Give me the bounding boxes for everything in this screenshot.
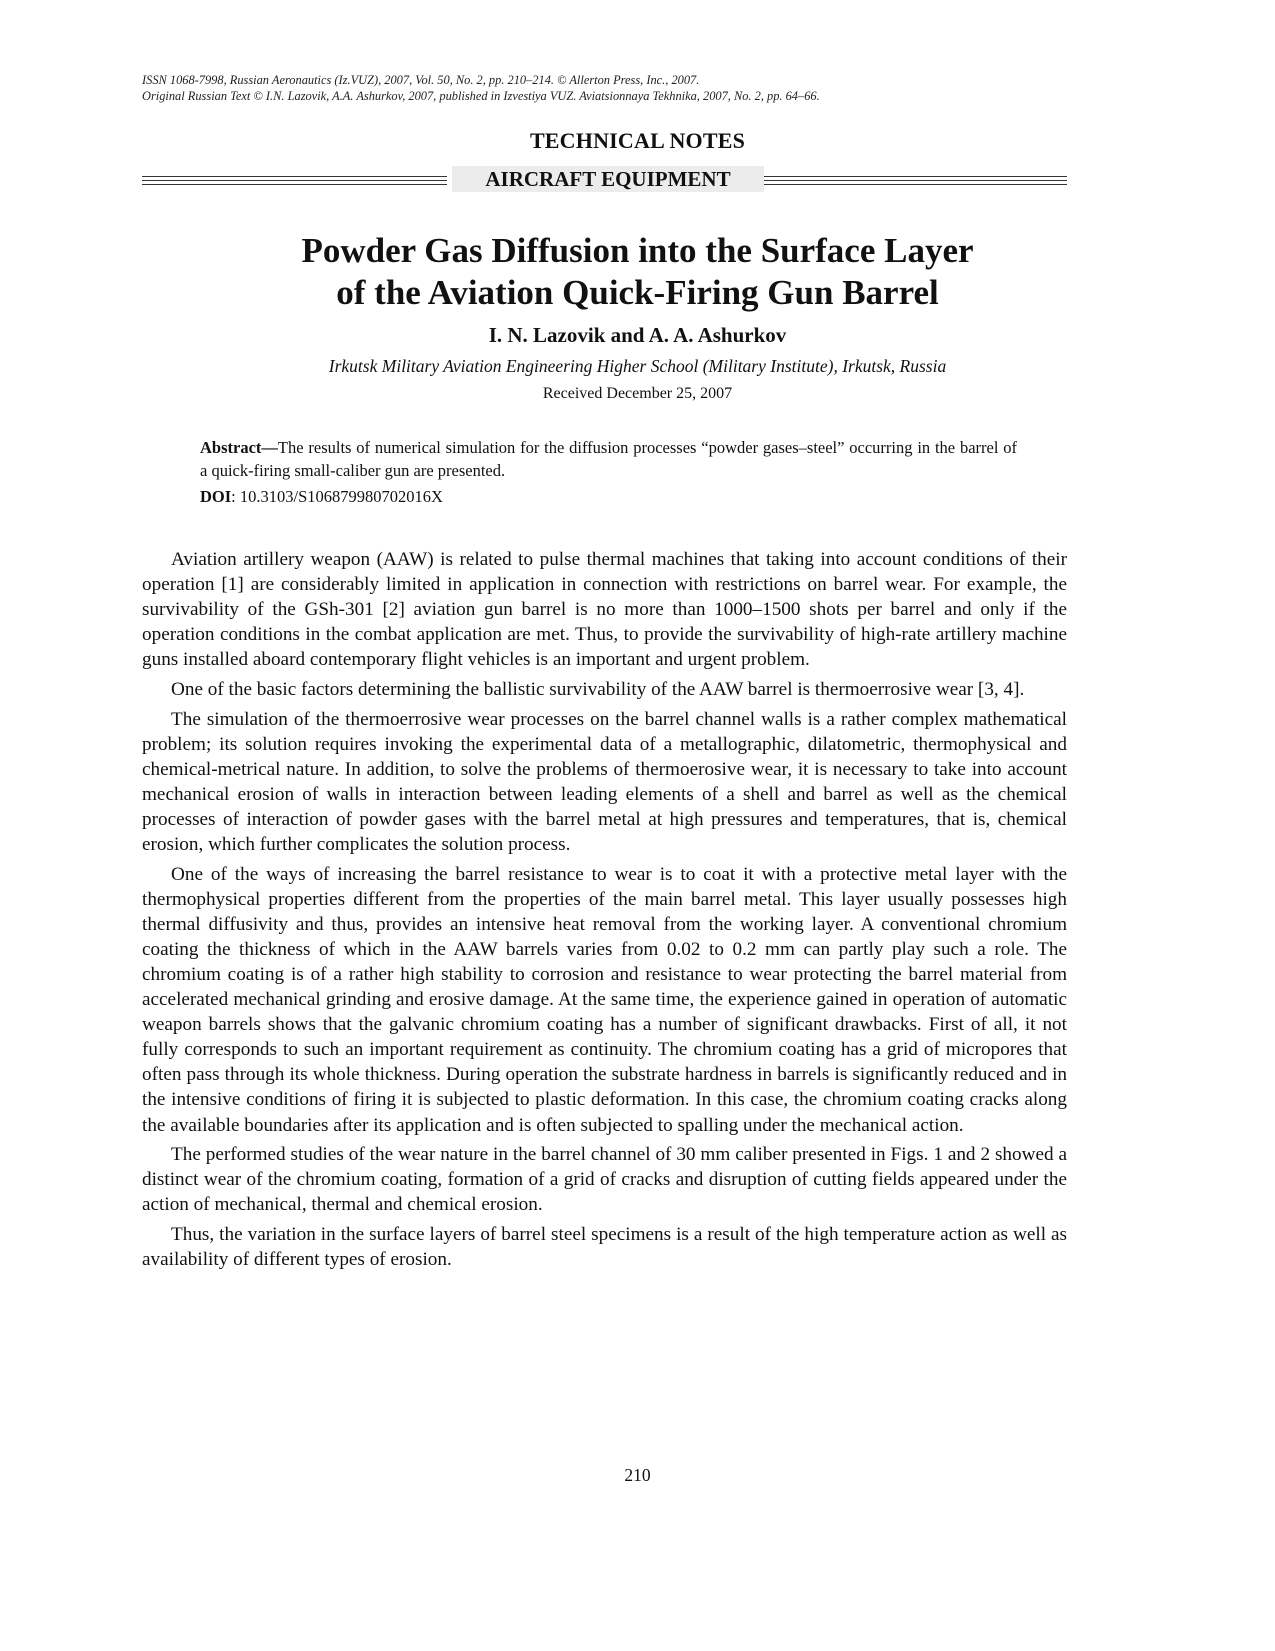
rule-right <box>764 176 1067 184</box>
paragraph: Thus, the variation in the surface layers of barrel steel specimens is a result of the high temperature action as well as availability of different types of erosion. <box>142 1223 1067 1271</box>
paragraph: The simulation of the thermoerrosive wear processes on the barrel channel walls is a rather complex mathematical problem; its solution requires invoking the experimental data of a metallographic, dilatometric, thermophysical and chemical-metrical nature. In addition, to solve the problems of thermoerosive wear, it is necessary to take into account mechanical erosion of walls in interaction between leading elements of a shell and barrel as well as the chemical processes of interaction of powder gases with the barrel metal at high pressures and temperatures, that is, chemical erosion, which further complicates the solution process. <box>142 708 1067 856</box>
affiliation: Irkutsk Military Aviation Engineering Higher School (Military Institute), Irkutsk, Russia <box>328 356 947 376</box>
paragraph: The performed studies of the wear nature in the barrel channel of 30 mm caliber presented in Figs. 1 and 2 showed a distinct wear of the chromium coating, formation of a grid of cracks and disruption of cutting fields appeared under the action of mechanical, thermal and chemical erosion. <box>142 1144 1067 1216</box>
citation-line-2: Original Russian Text © I.N. Lazovik, A.A. Ashurkov, 2007, published in Izvestiya VUZ. Aviatsionnaya Tekhnika, 2007, No. 2, pp. 64–66. <box>142 89 820 103</box>
rubric-label: AIRCRAFT EQUIPMENT <box>452 166 764 192</box>
paragraph: One of the basic factors determining the ballistic survivability of the AAW barrel is thermoerrosive wear [3, 4]. <box>171 678 1025 700</box>
doi <box>200 487 443 507</box>
authors: I. N. Lazovik and A. A. Ashurkov <box>488 323 787 347</box>
paragraph: Aviation artillery weapon (AAW) is related to pulse thermal machines that taking into account conditions of their operation [1] are considerably limited in application in connection with restrictions on barrel wear. For example, the survivability of the GSh-301 [2] aviation gun barrel is no more than 1000–1500 shots per barrel and only if the operation conditions in the combat application are met. Thus, to provide the survivability of high-rate artillery machine guns installed aboard contemporary flight vehicles is an important and urgent problem. <box>142 549 1067 671</box>
abstract <box>200 436 1017 482</box>
received-date: Received December 25, 2007 <box>542 385 733 402</box>
title-line-1: Powder Gas Diffusion into the Surface Layer <box>301 231 974 270</box>
page-number: 210 <box>624 1465 651 1485</box>
article-title <box>0 230 1275 314</box>
paragraph: One of the ways of increasing the barrel resistance to wear is to coat it with a protective metal layer with the thermophysical properties different from the properties of the main barrel metal. This layer usually possesses high thermal diffusivity and thus, provides an intensive heat removal from the working layer. A conventional chromium coating the thickness of which in the AAW barrels varies from 0.02 to 0.2 mm can partly play such a role. The chromium coating is of a rather high stability to corrosion and resistance to wear protecting the barrel material from accelerated mechanical grinding and erosive damage. At the same time, the experience gained in operation of automatic weapon barrels shows that the galvanic chromium coating has a number of significant drawbacks. First of all, it not fully corresponds to such an important requirement as continuity. The chromium coating has a grid of micropores that often pass through its whole thickness. During operation the substrate hardness in barrels is significantly reduced and in the intensive conditions of firing it is subjected to plastic deformation. In this case, the chromium coating cracks along the available boundaries after its application and is often subjected to spalling under the mechanical action. <box>142 863 1067 1136</box>
rubric-row <box>142 166 1067 194</box>
rule-left <box>142 176 447 184</box>
doi-value: : 10.3103/S106879980702016X <box>231 487 443 506</box>
abstract-label: Abstract— <box>200 438 278 457</box>
citation-header <box>142 72 1122 104</box>
body-text <box>142 547 1067 1277</box>
section-title: TECHNICAL NOTES <box>529 128 746 153</box>
citation-line-1: ISSN 1068-7998, Russian Aeronautics (Iz.VUZ), 2007, Vol. 50, No. 2, pp. 210–214. © Allerton Press, Inc., 2007. <box>142 73 700 87</box>
doi-label: DOI <box>200 487 232 506</box>
title-line-2: of the Aviation Quick-Firing Gun Barrel <box>336 273 939 312</box>
abstract-text: The results of numerical simulation for the diffusion processes “powder gases–steel” occurring in the barrel of a quick-firing small-caliber gun are presented. <box>200 438 1017 480</box>
